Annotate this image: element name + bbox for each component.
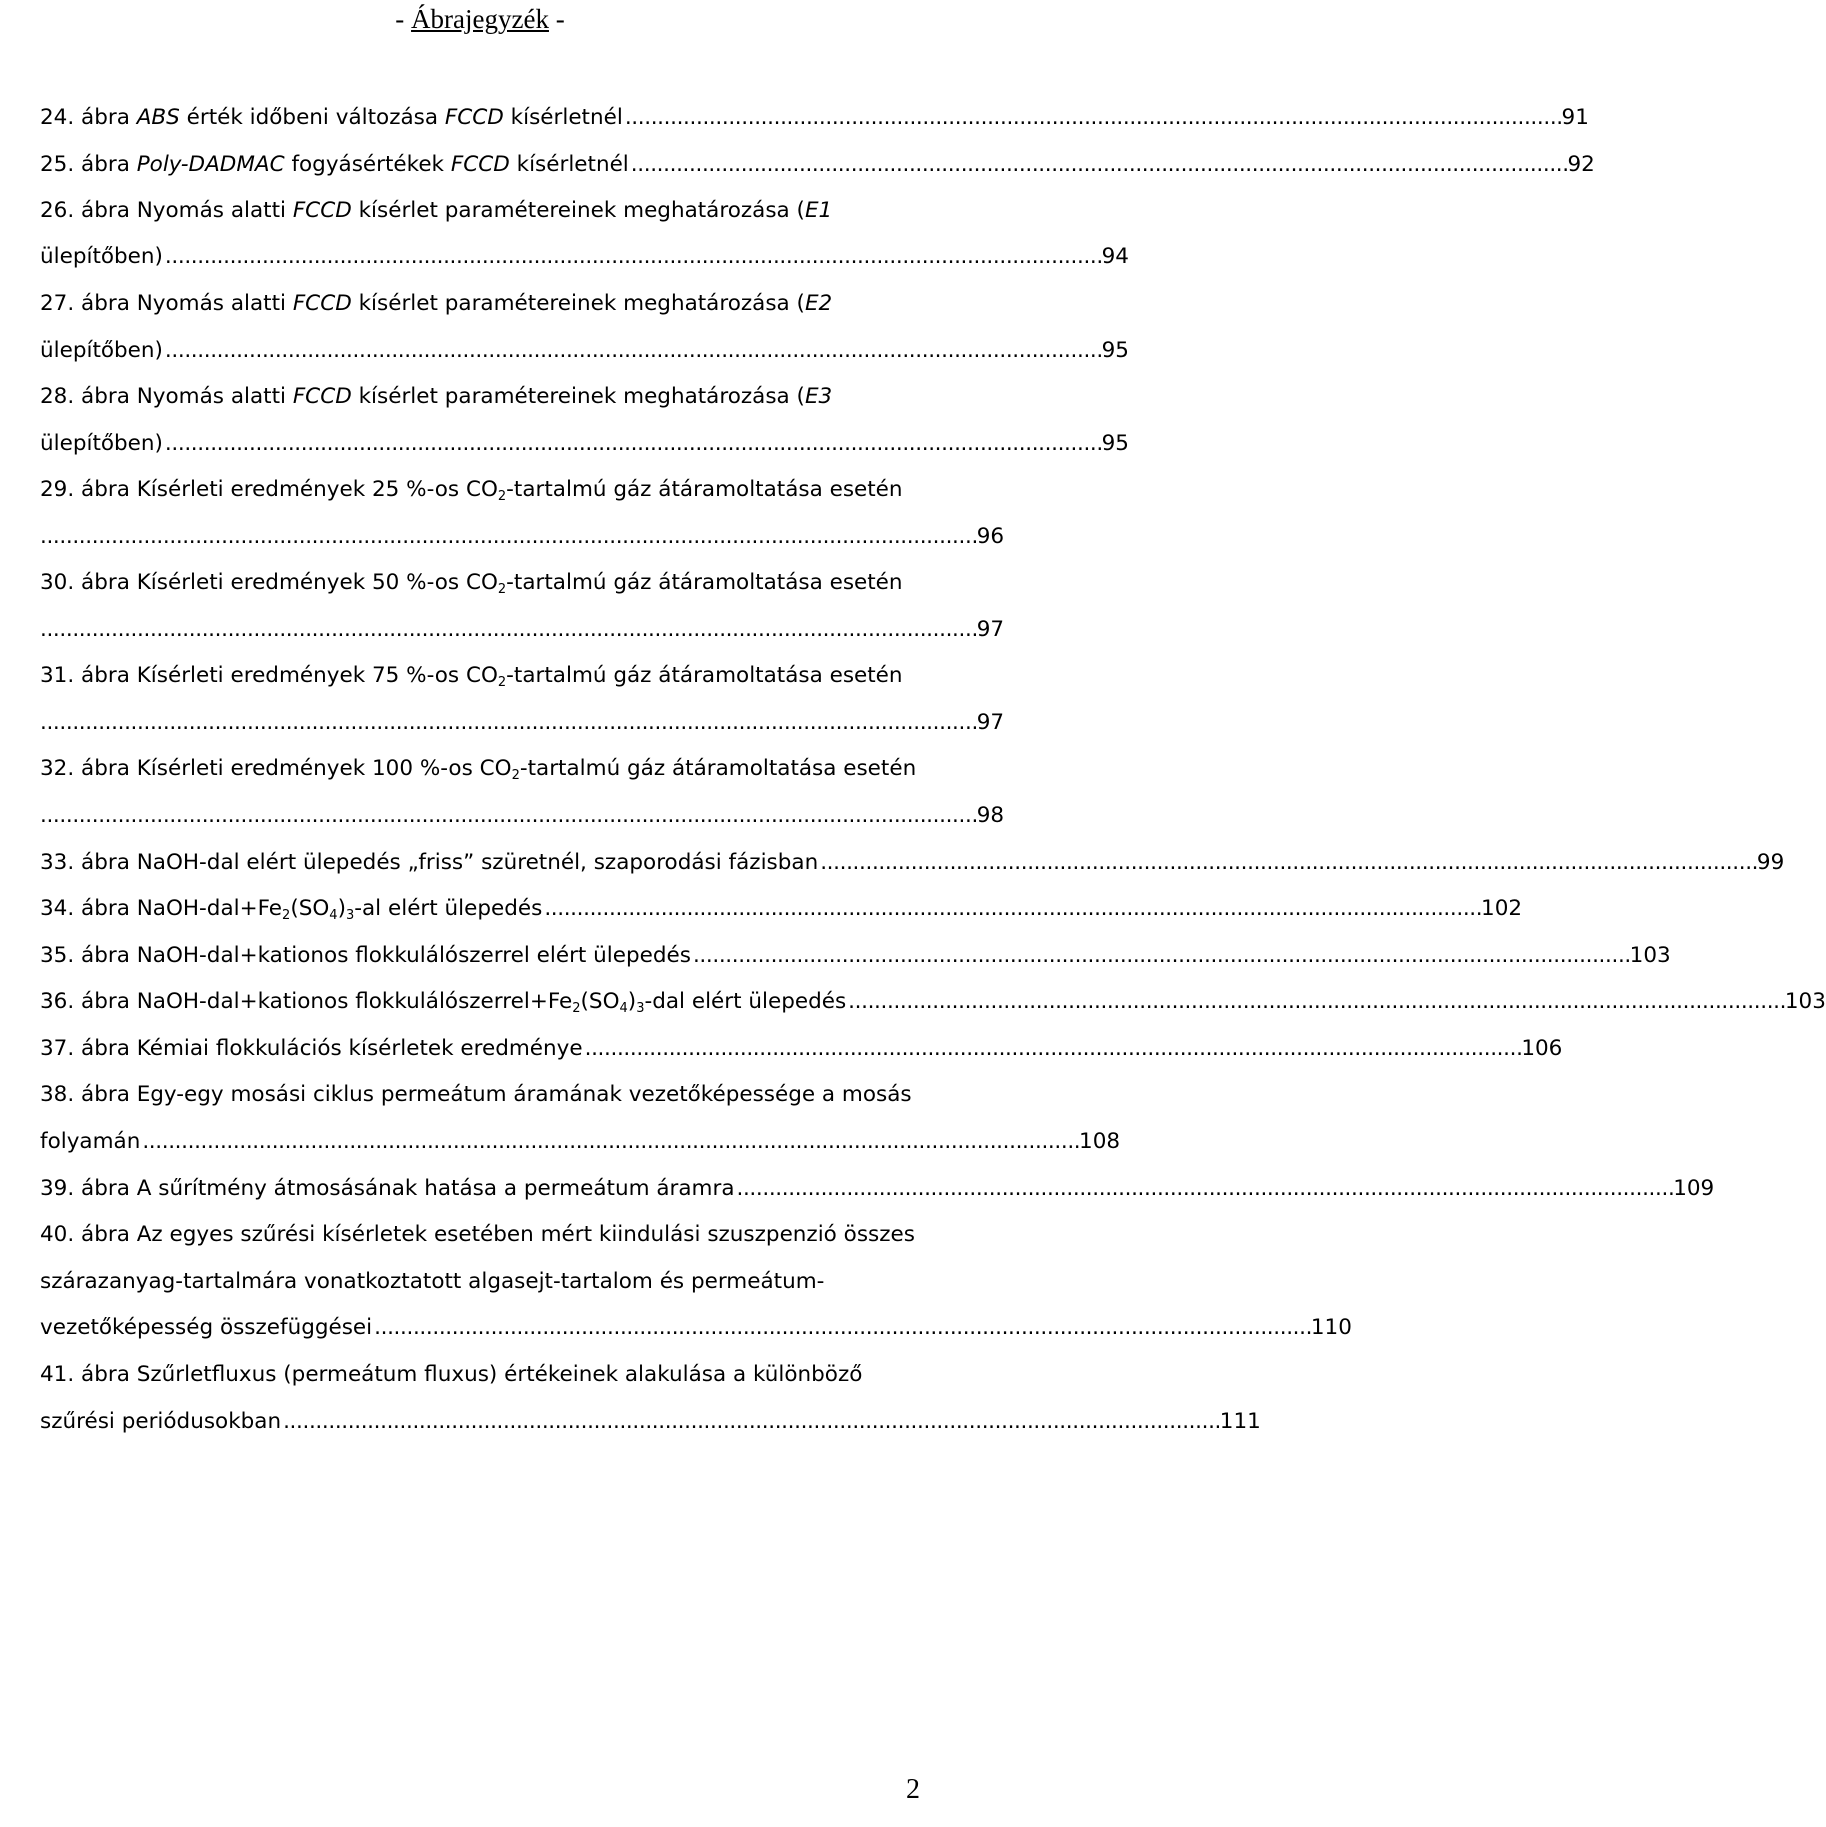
page-ref: 106 [1521, 1036, 1563, 1061]
dot-leader [820, 846, 1755, 880]
toc-entry-33[interactable]: 33. ábra NaOH-dal elért ülepedés „friss” szüretnél, szaporodási fázisban . . . 99 [40, 846, 920, 880]
page-ref: 102 [1481, 896, 1523, 921]
toc-entry-41[interactable]: 41. ábra Szűrletfluxus (permeátum fluxus) értékeinek alakulása a különböző [40, 1362, 863, 1387]
page-ref: 97 [976, 710, 1005, 735]
toc-entry-31-cont[interactable] [40, 706, 1005, 740]
page-ref: 103 [1784, 989, 1826, 1014]
toc-entry-39[interactable]: 39. ábra A sűrítmény átmosásának hatása a permeátum áramra . . . 109 [40, 1172, 920, 1206]
toc-entry-34[interactable]: 34. ábra NaOH-$dal+Fe_2(SO_4)_3-al$ elért ülepedés . . . 102 [40, 892, 920, 926]
dot-leader [40, 613, 975, 647]
toc-entry-26-cont[interactable]: ülepítőben) . . . 94 [40, 240, 920, 274]
dot-leader [165, 334, 1100, 368]
header-title: Ábrajegyzék [411, 4, 549, 34]
dot-leader [165, 427, 1100, 461]
dot-leader [693, 939, 1628, 973]
dot-leader [625, 101, 1560, 135]
dot-leader [848, 985, 1783, 1019]
dot-leader [283, 1405, 1218, 1439]
toc-entry-38-cont[interactable]: folyamán . . . 108 [40, 1125, 920, 1159]
page-ref: 110 [1310, 1315, 1352, 1340]
page-ref: 98 [976, 803, 1005, 828]
page-ref: 95 [1101, 338, 1129, 363]
toc-entry-40[interactable]: 40. ábra Az egyes szűrési kísérletek esetében mért kiindulási szuszpenzió összes [40, 1222, 915, 1247]
toc-entry-29-cont[interactable] [40, 520, 1005, 554]
toc-entry-27-cont[interactable]: ülepítőben) . . . 95 [40, 334, 920, 368]
toc-entry-30-cont[interactable] [40, 613, 1005, 647]
dot-leader [631, 148, 1566, 182]
toc-entry-29[interactable]: 29. ábra Kísérleti eredmények 25 %-os $CO_2$-tartalmú gáz átáramoltatása esetén [40, 477, 903, 504]
dot-leader [737, 1172, 1672, 1206]
dot-leader [585, 1032, 1520, 1066]
dot-leader [40, 706, 975, 740]
dot-leader [40, 520, 975, 554]
page-ref: 91 [1561, 105, 1589, 130]
toc-entry-30[interactable]: 30. ábra Kísérleti eredmények 50 %-os $CO_2$-tartalmú gáz átáramoltatása esetén [40, 570, 903, 597]
dot-leader [40, 799, 975, 833]
page-number: 2 [906, 1774, 920, 1805]
page-ref: 103 [1629, 943, 1671, 968]
toc-entry-25[interactable]: 25. ábra Poly-DADMAC fogyásértékek FCCD kísérletnél . . . 92 [40, 148, 920, 182]
page-ref: 108 [1079, 1129, 1121, 1154]
dot-leader [142, 1125, 1077, 1159]
page-header: - Ábrajegyzék - [395, 4, 565, 34]
toc-entry-24[interactable]: 24. ábra ABS érték időbeni változása FCCD kísérletnél . . . 91 [40, 101, 920, 135]
toc-entry-32[interactable]: 32. ábra Kísérleti eredmények 100 %-os $CO_2$-tartalmú gáz átáramoltatása esetén [40, 756, 917, 783]
toc-entry-38[interactable]: 38. ábra Egy-egy mosási ciklus permeátum áramának vezetőképessége a mosás [40, 1082, 912, 1107]
page-ref: 92 [1567, 152, 1595, 177]
toc-entry-40-cont[interactable]: szárazanyag-tartalmára vonatkoztatott algasejt-tartalom és permeátum- [40, 1269, 825, 1294]
toc-entry-35[interactable]: 35. ábra NaOH-dal+kationos flokkulálószerrel elért ülepedés . . . 103 [40, 939, 920, 973]
toc-entry-41-cont[interactable]: szűrési periódusokban . . . 111 [40, 1405, 920, 1439]
toc-entry-28[interactable]: 28. ábra Nyomás alatti FCCD kísérlet paramétereinek meghatározása (E3 [40, 384, 833, 409]
dot-leader [544, 892, 1479, 926]
page-ref: 111 [1219, 1409, 1261, 1434]
page-ref: 97 [976, 617, 1005, 642]
page-ref: 95 [1101, 431, 1129, 456]
page-ref: 109 [1673, 1176, 1715, 1201]
dot-leader [165, 240, 1100, 274]
toc-entry-26[interactable]: 26. ábra Nyomás alatti FCCD kísérlet paramétereinek meghatározása (E1 [40, 198, 833, 223]
toc-entry-31[interactable]: 31. ábra Kísérleti eredmények 75 %-os $CO_2$-tartalmú gáz átáramoltatása esetén [40, 663, 903, 690]
dot-leader [374, 1311, 1309, 1345]
toc-entry-27[interactable]: 27. ábra Nyomás alatti FCCD kísérlet paramétereinek meghatározása (E2 [40, 291, 833, 316]
page-ref: 94 [1101, 244, 1129, 269]
toc-entry-36[interactable]: 36. ábra NaOH-dal+kationos $flokkulálószerrel+Fe_2(SO_4)_3$-dal elért ülepedés . . . 103 [40, 985, 920, 1019]
toc-entry-40-cont2[interactable]: vezetőképesség összefüggései . . . 110 [40, 1311, 920, 1345]
page-ref: 96 [976, 524, 1005, 549]
toc-entry-37[interactable]: 37. ábra Kémiai flokkulációs kísérletek eredménye . . . 106 [40, 1032, 920, 1066]
toc-entry-28-cont[interactable]: ülepítőben) . . . 95 [40, 427, 920, 461]
toc-entry-32-cont[interactable] [40, 799, 1005, 833]
page-ref: 99 [1756, 850, 1785, 875]
